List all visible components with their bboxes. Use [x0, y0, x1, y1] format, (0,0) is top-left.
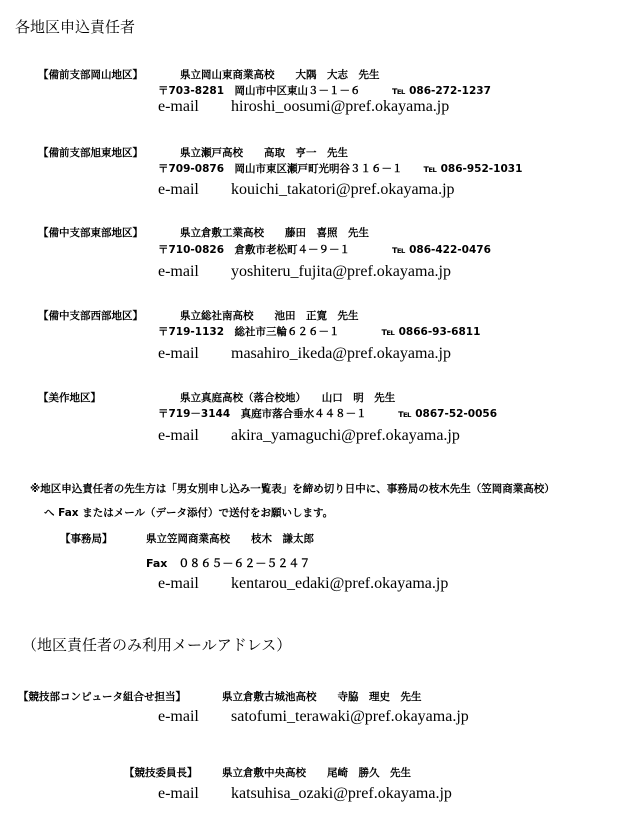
manager-email-row — [158, 708, 469, 726]
email-address[interactable]: katsuhisa_ozaki@pref.okayama.jp — [231, 785, 452, 802]
email-address[interactable]: satofumi_terawaki@pref.okayama.jp — [231, 708, 469, 725]
email-label: e-mail — [158, 708, 199, 725]
email-label: e-mail — [158, 98, 199, 115]
page-title: 各地区申込責任者 — [15, 18, 136, 36]
section-heading: （地区責任者のみ利用メールアドレス） — [22, 636, 292, 654]
district-region: 【備前支部旭東地区】 — [38, 147, 143, 159]
email-address[interactable]: yoshiteru_fujita@pref.okayama.jp — [231, 263, 451, 280]
manager-school-person: 県立倉敷古城池高校 寺脇 理史 先生 — [222, 691, 422, 703]
email-label: e-mail — [158, 345, 199, 362]
email-address[interactable]: kentarou_edaki@pref.okayama.jp — [231, 575, 449, 592]
district-region: 【備中支部西部地区】 — [38, 310, 143, 322]
district-address: 〒703-8281 岡山市中区東山３－１－６ ℡ 086-272-1237 — [158, 85, 491, 97]
email-address[interactable]: akira_yamaguchi@pref.okayama.jp — [231, 427, 460, 444]
manager-email-row — [158, 785, 452, 803]
district-region: 【備中支部東部地区】 — [38, 227, 143, 239]
district-email-row — [158, 427, 460, 445]
manager-region: 【競技委員長】 — [124, 767, 198, 779]
office-fax: Fax ０８６５－６２－５２４７ — [146, 557, 311, 570]
district-address: 〒719－3144 真庭市落合垂水４４８－１ ℡ 0867-52-0056 — [158, 408, 498, 420]
email-label: e-mail — [158, 575, 199, 592]
district-school-person: 県立岡山東商業高校 大隅 大志 先生 — [180, 69, 380, 81]
manager-school-person: 県立倉敷中央高校 尾崎 勝久 先生 — [222, 767, 411, 779]
district-school-person: 県立瀬戸高校 高取 亨一 先生 — [180, 147, 348, 159]
note-line: ※地区申込責任者の先生方は「男女別申し込み一覧表」を締め切り日中に、事務局の枝木先生（笠岡商業高校） — [30, 483, 555, 495]
district-region: 【備前支部岡山地区】 — [38, 69, 143, 81]
email-label: e-mail — [158, 785, 199, 802]
office-school-person: 県立笠岡商業高校 枝木 謙太郎 — [146, 533, 314, 545]
district-school-person: 県立総社南高校 池田 正寛 先生 — [180, 310, 359, 322]
district-address: 〒710-0826 倉敷市老松町４－９－１ ℡ 086-422-0476 — [158, 244, 491, 256]
office-email-row — [158, 575, 448, 593]
district-address: 〒719-1132 総社市三輪６２６－１ ℡ 0866-93-6811 — [158, 326, 481, 338]
manager-region: 【競技部コンピュータ組合せ担当】 — [18, 691, 186, 703]
note-line: へ Fax またはメール（データ添付）で送付をお願いします。 — [44, 507, 334, 519]
email-label: e-mail — [158, 263, 199, 280]
district-school-person: 県立倉敷工業高校 藤田 喜照 先生 — [180, 227, 369, 239]
email-label: e-mail — [158, 427, 199, 444]
district-email-row — [158, 263, 451, 281]
email-address[interactable]: hiroshi_oosumi@pref.okayama.jp — [231, 98, 450, 115]
district-email-row — [158, 98, 449, 116]
email-address[interactable]: masahiro_ikeda@pref.okayama.jp — [231, 345, 451, 362]
office-region: 【事務局】 — [60, 533, 113, 545]
district-address: 〒709-0876 岡山市東区瀬戸町光明谷３１６－１ ℡ 086-952-1031 — [158, 163, 523, 175]
district-region: 【美作地区】 — [38, 392, 101, 404]
email-address[interactable]: kouichi_takatori@pref.okayama.jp — [231, 181, 455, 198]
district-email-row — [158, 181, 455, 199]
district-email-row — [158, 345, 451, 363]
email-label: e-mail — [158, 181, 199, 198]
district-school-person: 県立真庭高校（落合校地） 山口 明 先生 — [180, 392, 396, 404]
